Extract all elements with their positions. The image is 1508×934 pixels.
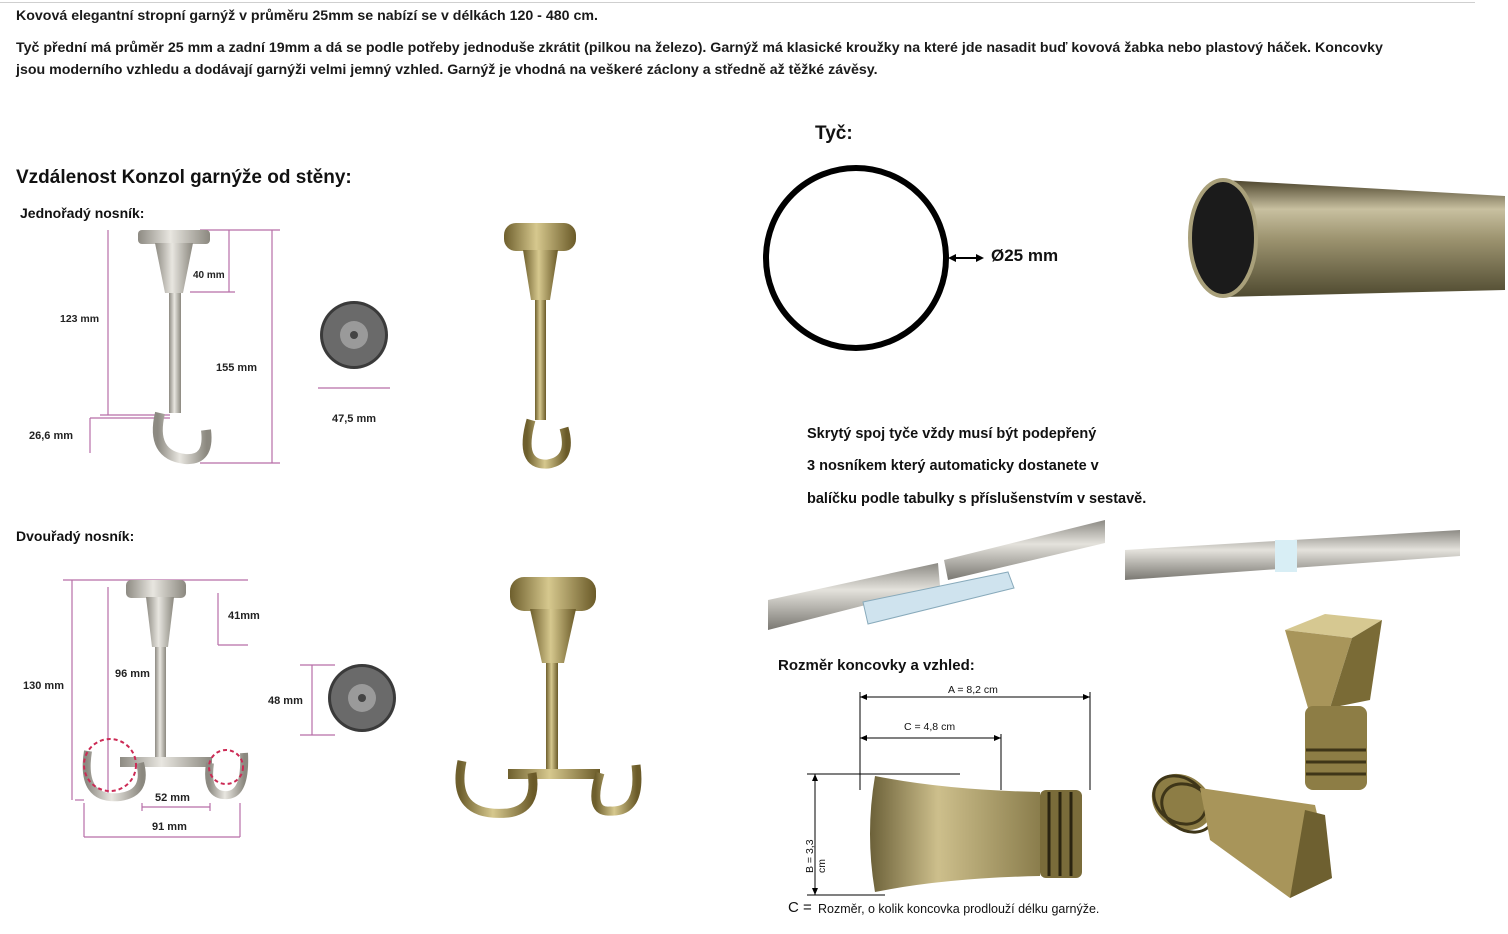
single-bracket-drawing — [10, 225, 310, 485]
double-dim-41: 41mm — [228, 610, 260, 622]
finial-dim-a: A = 8,2 cm — [948, 684, 998, 696]
intro-line-2: Tyč přední má průměr 25 mm a zadní 19mm a dá se podle potřeby jednoduše zkrátit (pilkou na železo). Garnýž má klasické kroužky na které jde nasadit buď kovová žabka nebo plastový háček. Koncovky — [16, 40, 1383, 56]
finial-dim-b: B = 3,3 cm — [804, 839, 828, 873]
finial-dimension-drawing — [795, 690, 1125, 920]
intro-line-1: Kovová elegantní stropní garnýž v průměru 25mm se nabízí se v délkách 120 - 480 cm. — [16, 8, 598, 24]
double-bracket-drawing — [60, 575, 340, 845]
rod-title: Tyč: — [815, 123, 853, 144]
single-dim-123: 123 mm — [60, 313, 100, 325]
hidden-joint-photo-2 — [1125, 528, 1465, 588]
single-dim-base: 47,5 mm — [332, 413, 377, 425]
single-bracket-title: Jednořadý nosník: — [20, 205, 145, 221]
finial-dim-c: C = 4,8 cm — [904, 721, 956, 733]
hidden-joint-photo-1 — [768, 518, 1108, 638]
double-dim-91: 91 mm — [152, 821, 187, 833]
double-dim-52: 52 mm — [155, 792, 190, 804]
joint-note-1: Skrytý spoj tyče vždy musí být podepřený — [807, 426, 1097, 442]
top-divider — [0, 2, 1475, 3]
finial-title: Rozměr koncovky a vzhled: — [778, 657, 975, 674]
double-dim-96: 96 mm — [115, 668, 150, 680]
finial-photo — [1140, 610, 1400, 910]
single-dim-40: 40 mm — [193, 270, 225, 281]
double-bracket-title: Dvouřadý nosník: — [16, 528, 135, 544]
rod-diameter: Ø25 mm — [991, 246, 1059, 265]
joint-note-3: balíčku podle tabulky s příslušenstvím v sestavě. — [807, 491, 1147, 507]
double-dim-base: 48 mm — [268, 695, 303, 707]
finial-c-prefix: C = — [788, 899, 812, 916]
distance-title: Vzdálenost Konzol garnýže od stěny: — [16, 167, 352, 188]
single-dim-155: 155 mm — [216, 362, 257, 374]
single-dim-266: 26,6 mm — [29, 430, 74, 442]
double-bracket-photo — [450, 573, 650, 823]
finial-c-note: Rozměr, o kolik koncovka prodlouží délku garnýže. — [818, 902, 1100, 916]
joint-note-2: 3 nosníkem který automaticky dostanete v — [807, 458, 1099, 474]
double-dim-130: 130 mm — [23, 680, 64, 692]
single-base-disc — [312, 295, 402, 395]
double-base-disc — [300, 660, 410, 750]
intro-line-3: jsou moderního vzhledu a dodávají garnýži velmi jemný vzhled. Garnýž je vhodná na veškeré záclony a středně až těžké závěsy. — [16, 62, 878, 78]
single-bracket-photo — [498, 220, 588, 480]
rod-cross-section — [760, 162, 960, 362]
rod-photo — [1185, 172, 1505, 312]
